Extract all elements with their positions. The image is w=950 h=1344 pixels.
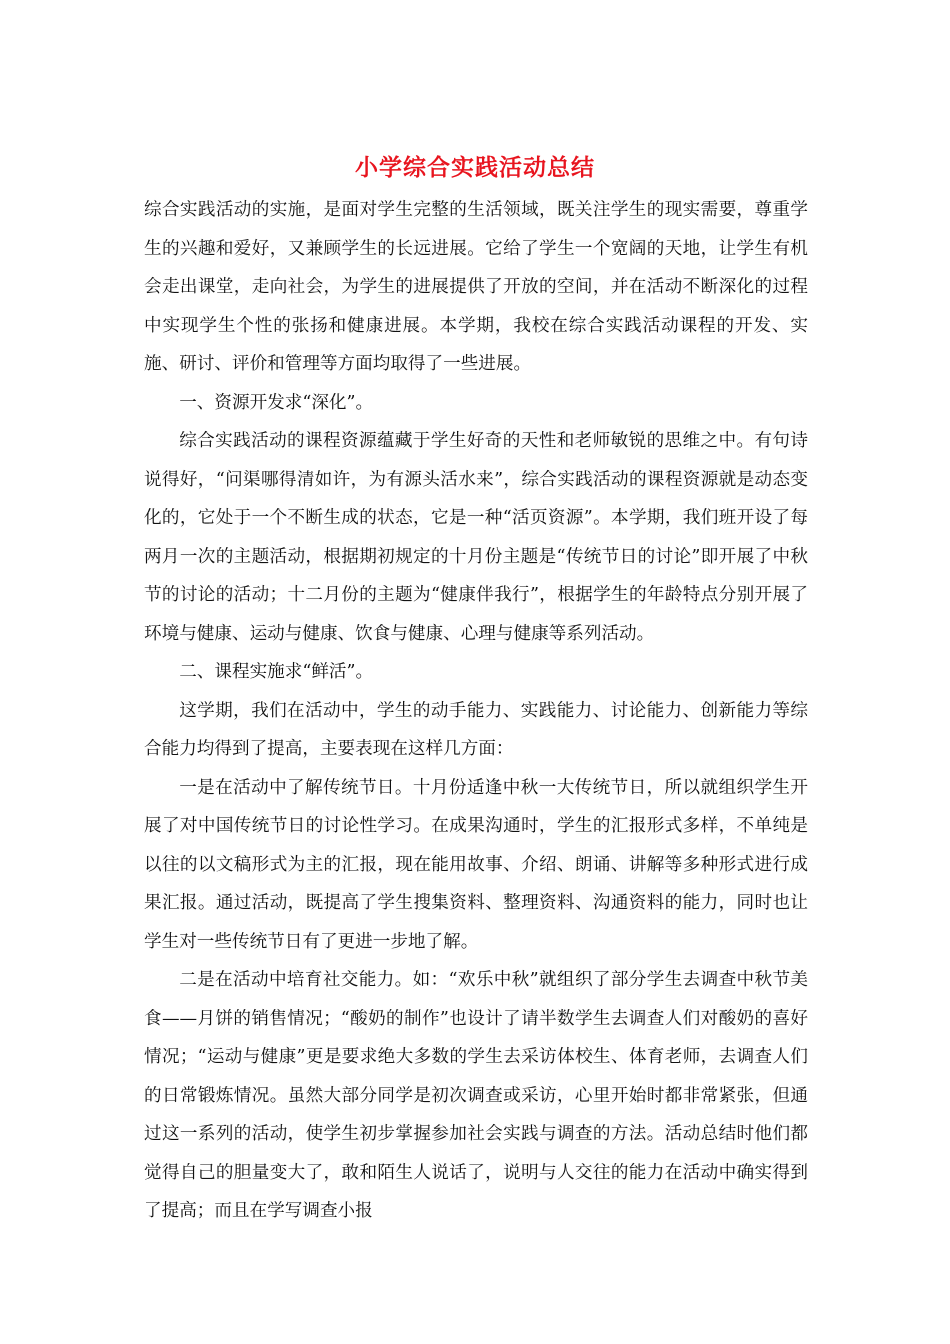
document-title: 小学综合实践活动总结 bbox=[355, 154, 595, 181]
section-heading-2: 二、课程实施求“鲜活”。 bbox=[179, 662, 374, 682]
paragraph-resources: 综合实践活动的课程资源蕴藏于学生好奇的天性和老师敏锐的思维之中。有句诗说得好，“问渠哪得清如许，为有源头活水来”，综合实践活动的课程资源就是动态变化的，它处于一个不断生成的状态，它是一种“活页资源”。本学期，我们班开设了每两月一次的主题活动，根据期初规定的十月份主题是“传统节日的讨论”即开展了中秋节的讨论的活动；十二月份的主题为“健康伴我行”，根据学生的年龄特点分别开展了环境与健康、运动与健康、饮食与健康、心理与健康等系列活动。 bbox=[144, 431, 808, 644]
section-heading-1: 一、资源开发求“深化”。 bbox=[179, 392, 374, 413]
paragraph-traditional-festivals: 一是在活动中了解传统节日。十月份适逢中秋一大传统节日，所以就组织学生开展了对中国传统节日的讨论性学习。在成果沟通时，学生的汇报形式多样，不单纯是以往的以文稿形式为主的汇报，现在能用故事、介绍、朗诵、讲解等多种形式进行成果汇报。通过活动，既提高了学生搜集资料、整理资料、沟通资料的能力，同时也让学生对一些传统节日有了更进一步地了解。 bbox=[144, 777, 808, 952]
paragraph-abilities: 这学期，我们在活动中，学生的动手能力、实践能力、讨论能力、创新能力等综合能力均得到了提高，主要表现在这样几方面： bbox=[144, 700, 808, 759]
paragraph-intro: 综合实践活动的实施，是面对学生完整的生活领域，既关注学生的现实需要，尊重学生的兴趣和爱好，又兼顾学生的长远进展。它给了学生一个宽阔的天地，让学生有机会走出课堂，走向社会，为学生的进展提供了开放的空间，并在活动不断深化的过程中实现学生个性的张扬和健康进展。本学期，我校在综合实践活动课程的开发、实施、研讨、评价和管理等方面均取得了一些进展。 bbox=[144, 200, 808, 374]
document-body bbox=[144, 191, 808, 1231]
paragraph-social-skills: 二是在活动中培育社交能力。如：“欢乐中秋”就组织了部分学生去调查中秋节美食——月饼的销售情况；“酸奶的制作”也设计了请半数学生去调查人们对酸奶的喜好情况；“运动与健康”更是要求绝大多数的学生去采访体校生、体育老师，去调查人们的日常锻炼情况。虽然大部分同学是初次调查或采访，心里开始时都非常紧张，但通过这一系列的活动，使学生初步掌握参加社会实践与调查的方法。活动总结时他们都觉得自己的胆量变大了，敢和陌生人说话了，说明与人交往的能力在活动中确实得到了提高；而且在学写调查小报 bbox=[144, 970, 808, 1221]
